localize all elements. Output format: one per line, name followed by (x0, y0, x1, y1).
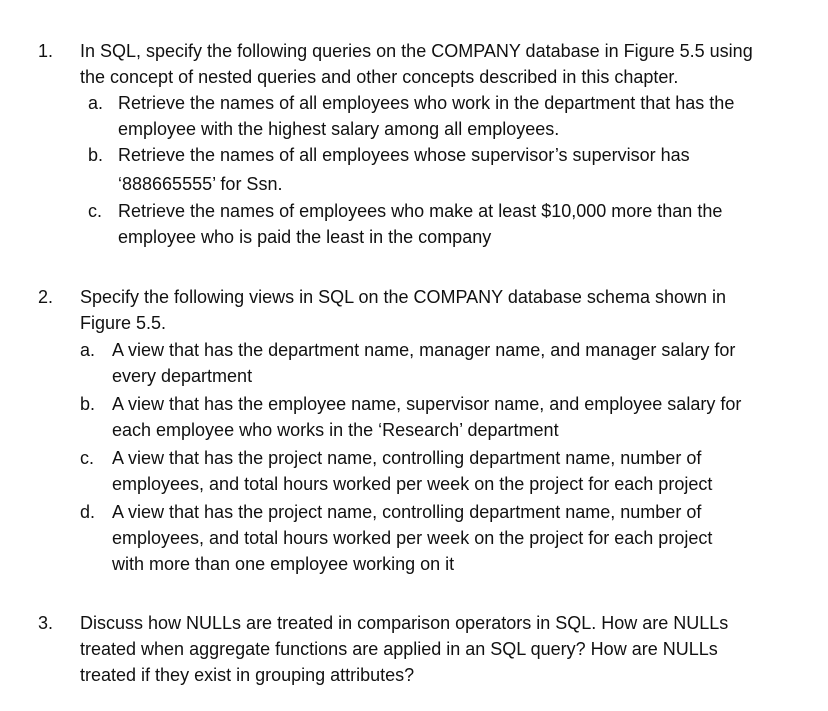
item-text-line-1: A view that has the employee name, supervisor name, and employee salary for (112, 394, 742, 414)
item-text-line-2: employees, and total hours worked per week on the project for each project (112, 474, 713, 494)
question-2-text-line-1: Specify the following views in SQL on the COMPANY database schema shown in (80, 287, 726, 307)
item-text-line-1: Retrieve the names of all employees whose supervisor’s supervisor has (118, 145, 690, 165)
item-letter: c. (88, 201, 103, 221)
item-text-line-2: employee with the highest salary among all employees. (118, 119, 560, 139)
item-text-line-1: A view that has the project name, controlling department name, number of (112, 502, 702, 522)
question-2-item-a (0, 336, 828, 389)
item-text-line-1: A view that has the department name, manager name, and manager salary for (112, 340, 736, 360)
item-text-line-1: Retrieve the names of all employees who work in the department that has the (118, 93, 735, 113)
question-1-text-line-2: the concept of nested queries and other concepts described in this chapter. (80, 67, 679, 87)
item-text-line-1: Retrieve the names of employees who make at least $10,000 more than the (118, 201, 723, 221)
question-3-number: 3. (38, 613, 54, 633)
item-text-line-2: each employee who works in the ‘Research’ department (112, 420, 559, 440)
item-letter: d. (80, 502, 96, 522)
question-2-item-b (0, 389, 828, 444)
question-3-text-line-2: treated when aggregate functions are applied in an SQL query? How are NULLs (80, 639, 718, 659)
item-text-line-2: ‘888665555’ for Ssn. (118, 174, 283, 194)
item-letter: a. (88, 93, 104, 113)
question-2-number: 2. (38, 287, 54, 307)
question-2-item-d (0, 497, 828, 575)
question-1 (0, 38, 828, 250)
question-3-text-line-3: treated if they exist in grouping attributes? (80, 665, 415, 685)
item-text-line-2: every department (112, 366, 253, 386)
question-3 (0, 610, 828, 688)
question-1-number: 1. (38, 41, 54, 61)
item-text-line-3: with more than one employee working on it (112, 554, 455, 574)
question-1-text-line-1: In SQL, specify the following queries on the COMPANY database in Figure 5.5 using (80, 41, 753, 61)
item-text-line-2: employees, and total hours worked per week on the project for each project (112, 528, 713, 548)
item-letter: c. (80, 448, 95, 468)
item-text-line-2: employee who is paid the least in the company (118, 227, 492, 247)
item-letter: b. (80, 394, 96, 414)
question-1-item-b (0, 142, 828, 198)
question-2-text-line-2: Figure 5.5. (80, 313, 167, 333)
question-1-item-a (0, 90, 828, 142)
item-letter: a. (80, 340, 96, 360)
item-text-line-1: A view that has the project name, controlling department name, number of (112, 448, 702, 468)
question-1-item-c (0, 198, 828, 250)
question-2 (0, 284, 828, 575)
item-letter: b. (88, 145, 104, 165)
question-2-item-c (0, 444, 828, 497)
question-3-text-line-1: Discuss how NULLs are treated in comparison operators in SQL. How are NULLs (80, 613, 729, 633)
